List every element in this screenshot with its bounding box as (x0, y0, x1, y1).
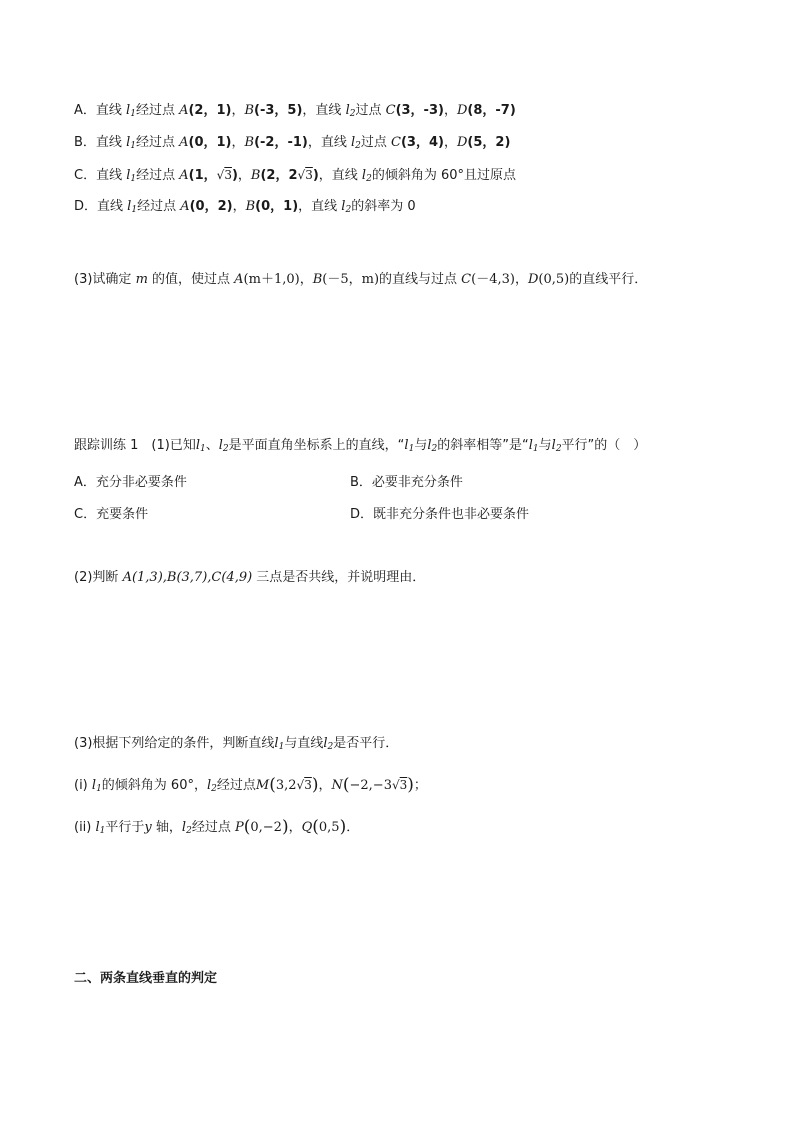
training-1-option-d: D．既非充分条件也非必要条件 (350, 507, 530, 522)
training-1-question: 跟踪训练 1 (1)已知$l_1$、$l_2$是平面直角坐标系上的直线，“$l_1$与$l_2$的斜率相等”是“$l_1$与$l_2$平行”的（ ） (74, 438, 647, 454)
training-3-part-ii: (ii) $l_1$平行于y 轴，$l_2$经过点 P(0,−2)，Q(0,5)． (74, 817, 360, 837)
option-a: A．直线 $l_1$经过点 A(2，1)，B(-3，5)，直线 $l_2$过点 C(3，-3)，D(8，-7) (74, 103, 516, 119)
sqrt-symbol: √3 (391, 778, 408, 792)
training-2-question: (2)判断 A(1,3),B(3,7),C(4,9) 三点是否共线，并说明理由． (74, 570, 426, 585)
option-b: B．直线 $l_1$经过点 A(0，1)，B(-2，-1)，直线 $l_2$过点 C(3，4)，D(5，2) (74, 135, 511, 151)
question-3: (3)试确定 m 的值，使过点 A(m＋1,0)，B(－5，m)的直线与过点 C(－4,3)，D(0,5)的直线平行． (74, 272, 648, 287)
training-1-option-b: B．必要非充分条件 (350, 475, 463, 490)
training-3-part-i: (i) $l_1$的倾斜角为 60°，$l_2$经过点M(3,2√3)，N(−2,−3√3)； (74, 775, 427, 795)
option-c: C．直线 $l_1$经过点 A(1，√3)，B(2，2√3)，直线 $l_2$的倾斜角为 60°且过原点 (74, 168, 517, 184)
sqrt-symbol: √3 (297, 168, 313, 182)
training-1-option-a: A．充分非必要条件 (74, 475, 187, 490)
section-heading: 二、两条直线垂直的判定 (74, 971, 218, 986)
training-3-question: (3)根据下列给定的条件，判断直线$l_1$与直线$l_2$是否平行． (74, 736, 399, 752)
training-1-option-c: C．充要条件 (74, 507, 149, 522)
option-d: D．直线 $l_1$经过点 A(0，2)，B(0，1)，直线 $l_2$的斜率为 0 (74, 199, 416, 215)
sqrt-symbol: √3 (296, 778, 312, 792)
sqrt-symbol: √3 (216, 168, 232, 182)
